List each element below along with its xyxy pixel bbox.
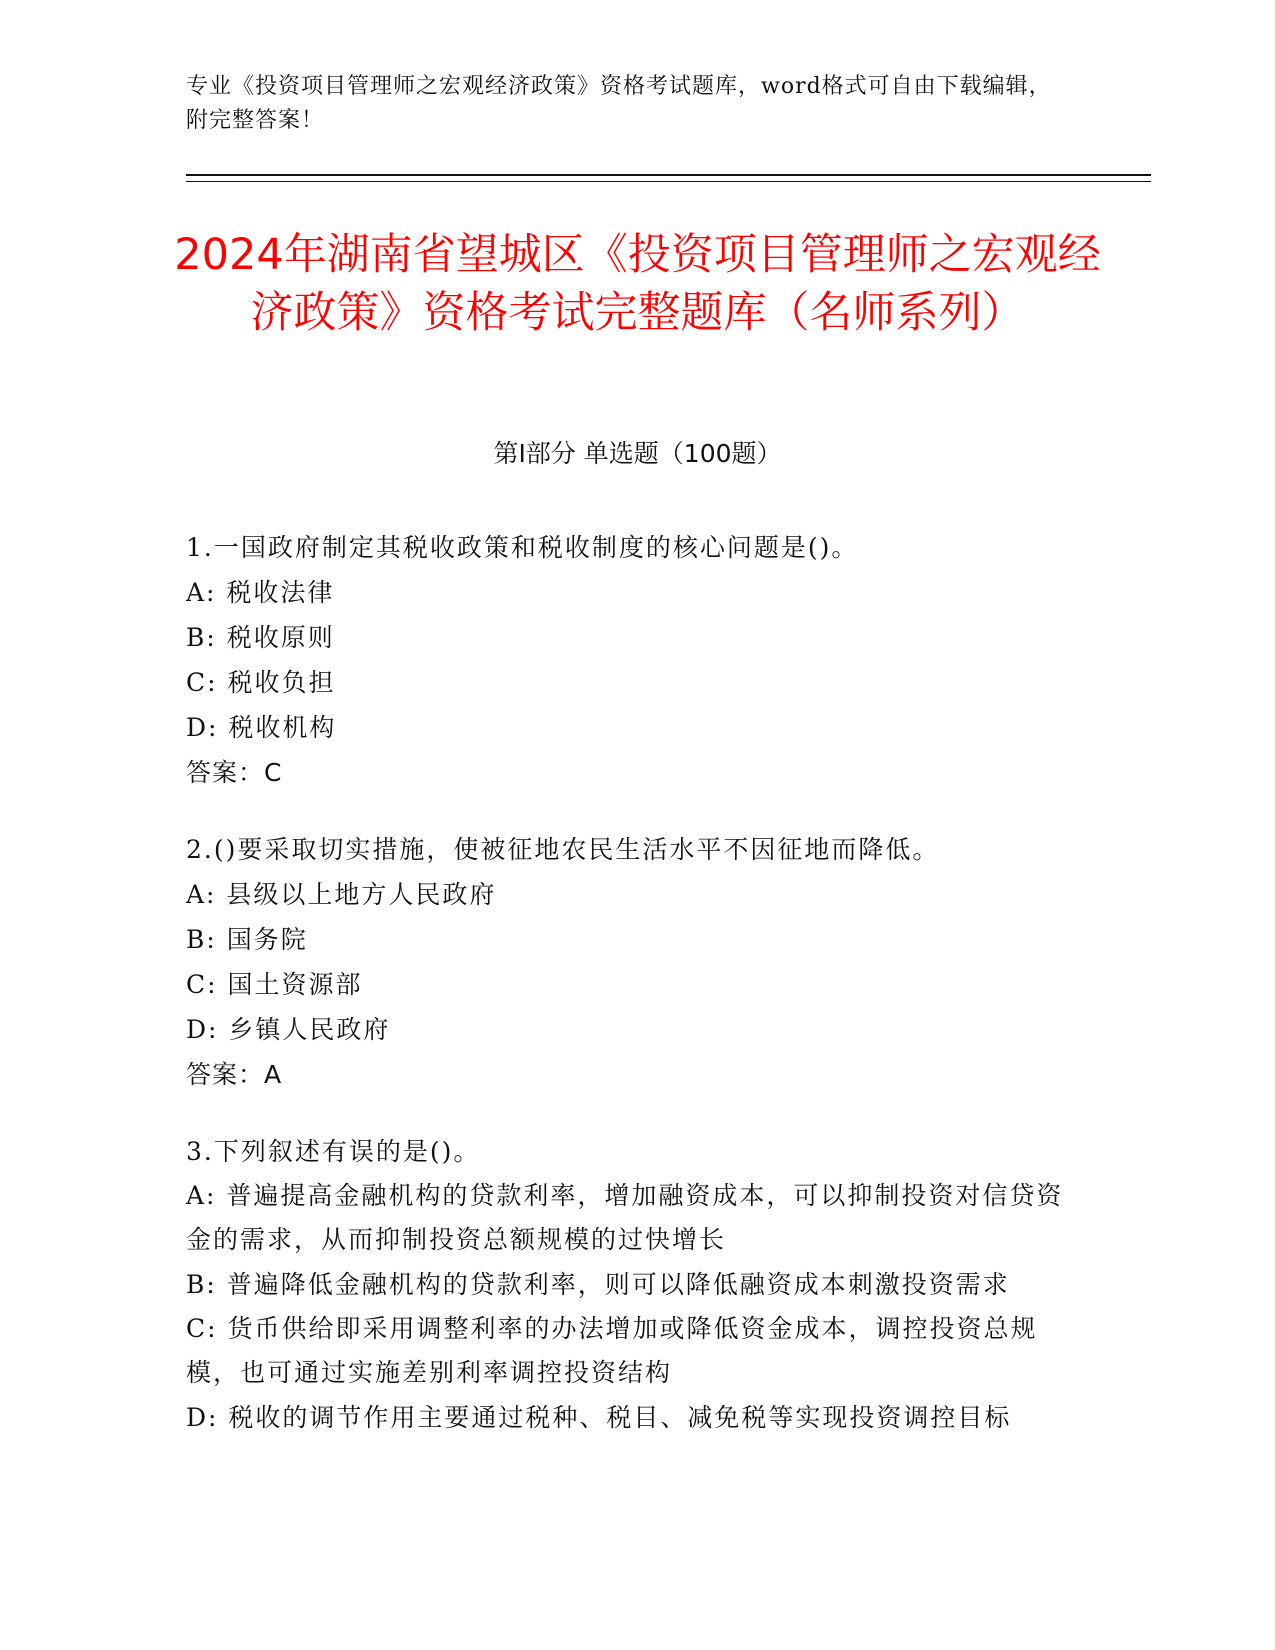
option-b: B: 税收原则 [186,623,335,652]
question-stem: 3.下列叙述有误的是()。 [186,1137,481,1166]
header-rule-thin [186,181,1151,182]
answer: 答案：C [186,758,283,787]
option-c: C: 货币供给即采用调整利率的办法增加或降低资金成本，调控投资总规模，也可通过实施差别利率调控投资结构 [186,1314,1038,1387]
option-c: C: 税收负担 [186,668,336,697]
document-title: 2024年湖南省望城区《投资项目管理师之宏观经济政策》资格考试完整题库（名师系列） [174,230,1101,338]
question-stem: 2.()要采取切实措施，使被征地农民生活水平不因征地而降低。 [186,835,940,864]
answer: 答案：A [186,1060,283,1089]
question-stem: 1.一国政府制定其税收政策和税收制度的核心问题是()。 [186,533,859,562]
header-rule-thick [186,174,1151,176]
section-heading: 第I部分 单选题（100题） [493,439,782,468]
question-list [186,525,1076,1472]
option-a: A: 普遍提高金融机构的贷款利率，增加融资成本，可以抑制投资对信贷资金的需求，从而抑制投资总额规模的过快增长 [186,1181,1064,1254]
question-3 [186,1129,1076,1440]
header-note: 专业《投资项目管理师之宏观经济政策》资格考试题库，word格式可自由下载编辑，附完整答案！ [186,74,1052,133]
option-a: A: 税收法律 [186,578,335,607]
question-1 [186,525,1076,795]
option-b: B: 国务院 [186,925,308,954]
option-a: A: 县级以上地方人民政府 [186,880,497,909]
option-b: B: 普遍降低金融机构的贷款利率，则可以降低融资成本刺激投资需求 [186,1270,1010,1299]
option-c: C: 国土资源部 [186,970,363,999]
option-d: D: 乡镇人民政府 [186,1015,391,1044]
option-d: D: 税收机构 [186,713,337,742]
option-d: D: 税收的调节作用主要通过税种、税目、减免税等实现投资调控目标 [186,1403,1012,1432]
question-2 [186,827,1076,1097]
